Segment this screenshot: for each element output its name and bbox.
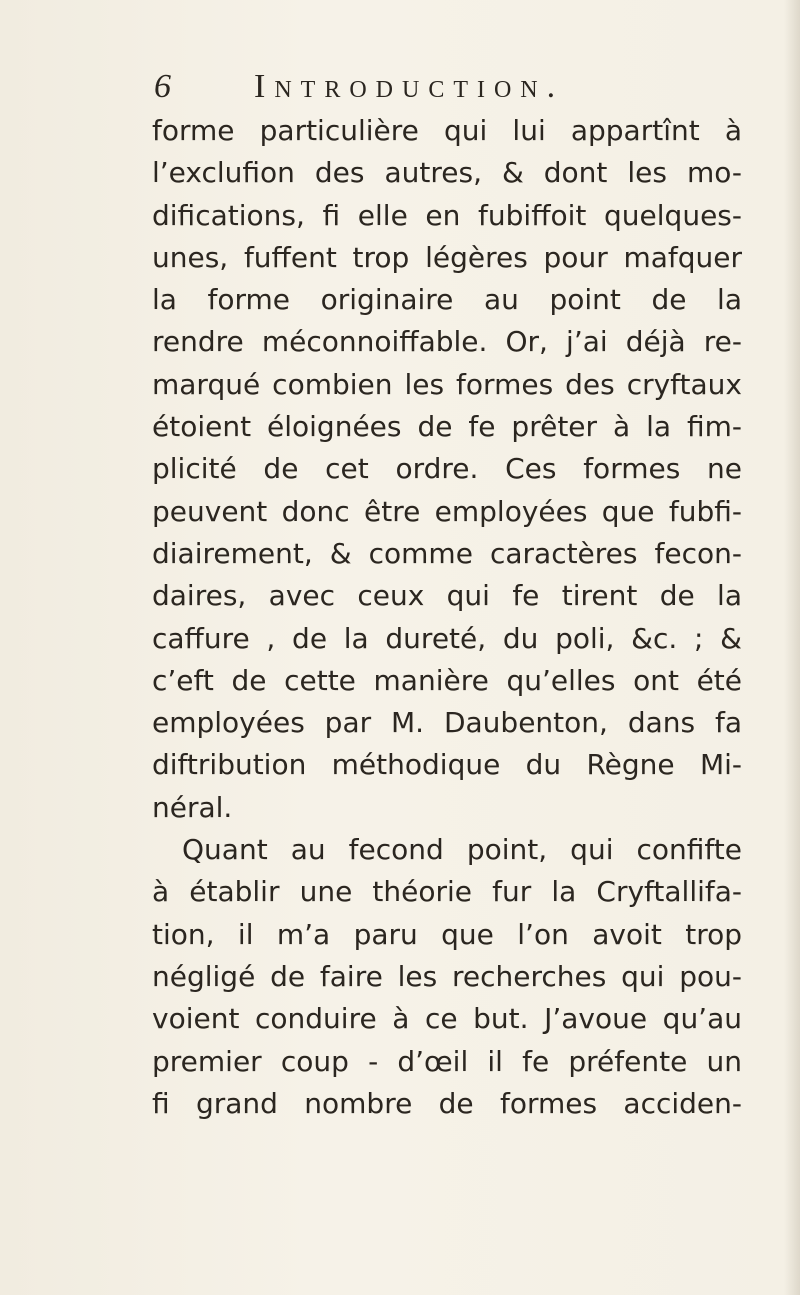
text-line: premier coup - d’œil il fe préfente un: [152, 1044, 742, 1078]
text-line: peuvent donc être employées que fubfi-: [152, 494, 742, 528]
text-line: négligé de faire les recherches qui pou-: [152, 959, 742, 993]
text-line: voient conduire à ce but. J’avoue qu’au: [152, 1002, 742, 1036]
text-line: étoient éloignées de fe prêter à la fim-: [152, 410, 742, 444]
text-line: diairement, & comme caractères fecon-: [152, 536, 742, 570]
text-line: daires, avec ceux qui fe tirent de la: [152, 579, 742, 613]
page-number: 6: [154, 68, 171, 105]
page-header: [154, 64, 674, 108]
text-line: tion, il m’a paru que l’on avoit trop: [152, 917, 742, 951]
running-title: Introduction.: [254, 68, 565, 105]
text-line: marqué combien les formes des cryftaux: [152, 367, 742, 401]
body-text: [152, 110, 742, 1125]
text-line: plicité de cet ordre. Ces formes ne: [152, 452, 742, 486]
text-line: c’eft de cette manière qu’elles ont été: [152, 663, 742, 697]
text-line: à établir une théorie fur la Cryftallifa-: [152, 875, 742, 909]
text-line: employées par M. Daubenton, dans fa: [152, 706, 742, 740]
text-line: l’exclufion des autres, & dont les mo-: [152, 156, 742, 190]
text-line: caffure , de la dureté, du poli, &c. ; &: [152, 621, 742, 655]
text-line: unes, fuffent trop légères pour mafquer: [152, 240, 742, 274]
text-line: la forme originaire au point de la: [152, 283, 742, 317]
text-line: forme particulière qui lui appartînt à: [152, 114, 742, 147]
text-line: diftribution méthodique du Règne Mi-: [152, 748, 742, 782]
text-line: difications, fi elle en fubiffoit quelques-: [152, 198, 742, 232]
text-line: fi grand nombre de formes acciden-: [152, 1086, 742, 1120]
page-edge-shadow: [784, 0, 800, 1295]
text-line: Quant au fecond point, qui confifte: [182, 833, 742, 867]
text-line: rendre méconnoiffable. Or, j’ai déjà re-: [152, 325, 742, 359]
text-line: néral.: [152, 790, 233, 824]
